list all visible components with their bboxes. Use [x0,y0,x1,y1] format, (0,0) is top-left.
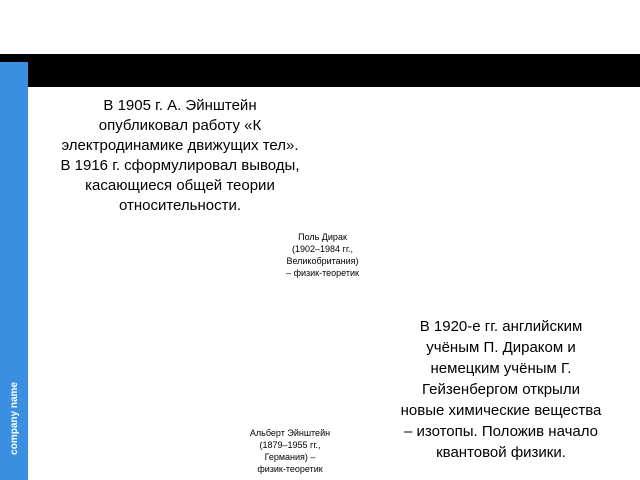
dirac-caption: Поль Дирак (1902–1984 гг., Великобритания) – физик-теоретик [286,232,359,278]
dirac-description: В 1920-е гг. английским учёным П. Дираком и немецким учёным Г. Гейзенбергом открыли новые химические вещества – изотопы. Положив начало квантовой физики. [400,318,602,461]
einstein-description: В 1905 г. А. Эйнштейн опубликовал работу «К электродинамике движущих тел». В 1916 г. сформулировал выводы, касающиеся общей теории относительности. [60,97,300,214]
einstein-caption: Альберт Эйнштейн (1879–1955 гг., Германия) – физик-теоретик [249,428,331,474]
side-label [0,62,28,480]
company-name-label: company name [8,382,20,455]
title-bar [0,54,640,87]
